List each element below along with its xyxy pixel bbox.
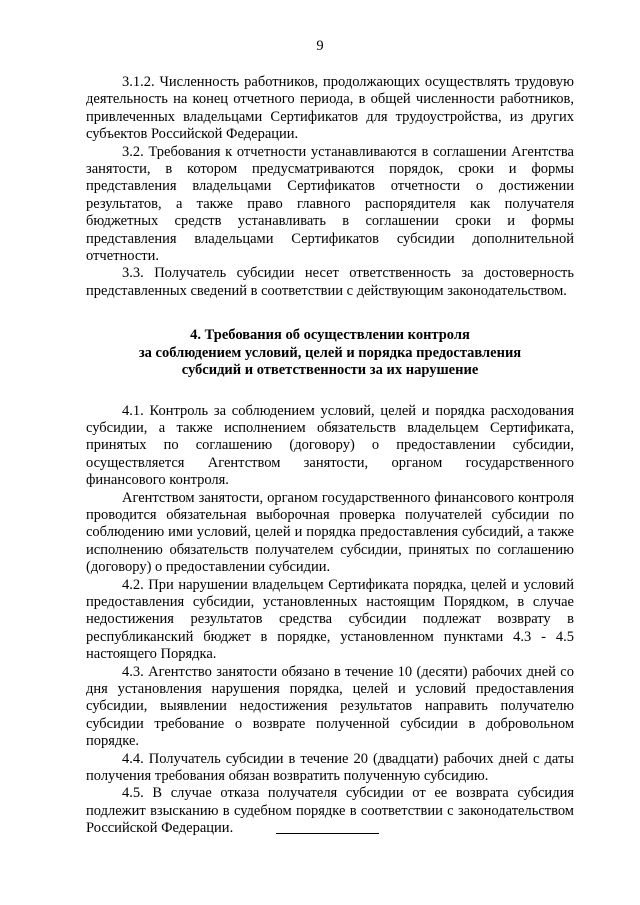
paragraph-4-3: 4.3. Агентство занятости обязано в течение 10 (десяти) рабочих дней со дня установления нарушения порядка, целей и условий предоставления субсидии, выявлении недостижения результатов направить получателю субсидии требование о возврате полученной субсидии в добровольном порядке. (86, 663, 574, 750)
paragraph-4-1: 4.1. Контроль за соблюдением условий, целей и порядка расходования субсидии, а также исполнением обязательств владельцем Сертификата, принятых по соглашению (договору) о предоставлении субсидии, осуществляется Агентством занятости, органом государственного финансового контроля. (86, 402, 574, 489)
paragraph-4-1-continued: Агентством занятости, органом государственного финансового контроля проводится обязательная выборочная проверка получателей субсидии по соблюдению ими условий, целей и порядка предоставления субсидий, а также исполнению обязательств получателем субсидии, принятых по соглашению (договору) о предоставлении субсидии. (86, 489, 574, 576)
paragraph-4-5: 4.5. В случае отказа получателя субсидии от ее возврата субсидия подлежит взысканию в судебном порядке в соответствии с законодательством Российской Федерации. (86, 785, 574, 837)
section-heading-line-2: за соблюдением условий, целей и порядка предоставления (138, 344, 522, 361)
paragraph-3-2: 3.2. Требования к отчетности устанавливаются в соглашении Агентства занятости, в котором предусматриваются порядок, сроки и формы представления владельцами Сертификатов отчетности о достижении результатов, а также право главного распорядителя как получателя бюджетных средств устанавливать в соглашении сроки и формы представления владельцами Сертификатов субсидии дополнительной отчетности. (86, 143, 574, 265)
document-body (86, 74, 574, 838)
section-heading-line-1: 4. Требования об осуществлении контроля (190, 327, 470, 344)
paragraph-3-1-2: 3.1.2. Численность работников, продолжающих осуществлять трудовую деятельность на конец отчетного периода, в общей численности работников, привлеченных владельцами Сертификатов для трудоустройства, из других субъектов Российской Федерации. (86, 74, 574, 143)
page-number: 9 (316, 38, 324, 54)
section-heading-line-3: субсидий и ответственности за их нарушение (181, 362, 479, 379)
section-4-heading (86, 327, 574, 379)
paragraph-3-3: 3.3. Получатель субсидии несет ответственность за достоверность представленных сведений в соответствии с действующим законодательством. (86, 265, 574, 299)
end-divider-line (276, 833, 379, 834)
paragraph-4-4: 4.4. Получатель субсидии в течение 20 (двадцати) рабочих дней с даты получения требования обязан возвратить полученную субсидию. (86, 750, 574, 785)
paragraph-4-2: 4.2. При нарушении владельцем Сертификата порядка, целей и условий предоставления субсидии, установленных настоящим Порядком, в случае недостижения результатов средства субсидии подлежат возврату в республиканский бюджет в порядке, установленном пунктами 4.3 - 4.5 настоящего Порядка. (86, 576, 574, 663)
